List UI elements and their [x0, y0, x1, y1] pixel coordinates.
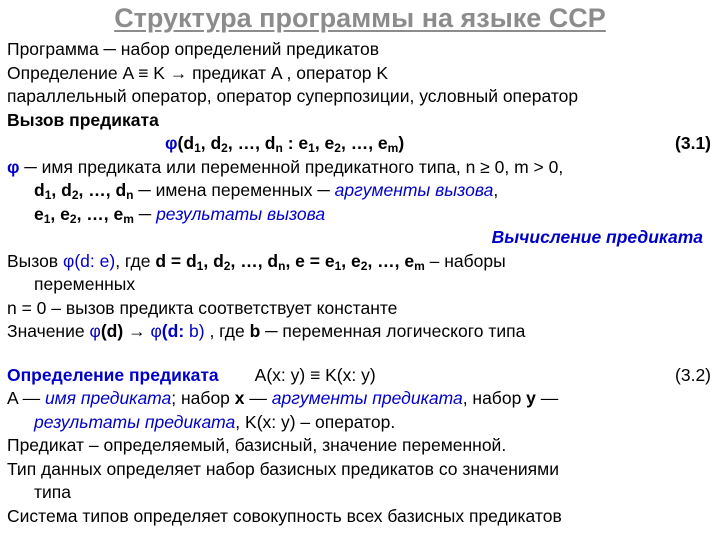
line-call-def: Вызов φ(d: e), где $d = d_1$, $d_2$, …, $d_n$, $e = e_1$, $e_2$, …, $e_m$ – наборы [7, 250, 506, 273]
line-constant: n = 0 – вызов предикта соответствует константе [7, 297, 398, 318]
args-term: аргументы вызова [334, 180, 494, 200]
phi-symbol: φ [150, 321, 162, 341]
line-operators: параллельный оператор, оператор суперпозиции, условный оператор [7, 86, 579, 106]
ge-symbol: ≥ [480, 156, 490, 177]
arrow-symbol: → [128, 321, 146, 341]
equation-number: (3.2) [675, 364, 711, 385]
slide-body [7, 38, 713, 528]
formula-3-1: $\varphi(d_1$, $d_2$, …, $d_n$ : $e_1$, $e_2$, …, $e_m$) (3.1) [165, 133, 711, 155]
line-pred-parts: A — имя предиката; набор x — аргументы предиката, набор y — [7, 388, 559, 408]
phi-symbol: φ [165, 133, 178, 153]
line-results: $e_1$, $e_2$, …, $e_m$ ─ результаты вызова [34, 203, 326, 226]
line-pred-kinds: Предикат – определяемый, базисный, значение переменной. [7, 435, 507, 455]
equiv-symbol: ≡ [138, 62, 149, 83]
line-variables: переменных [34, 274, 136, 294]
line-pred-results: результаты предиката, K(x: y) – оператор. [34, 411, 396, 432]
heading-predicate-eval: Вычисление предиката [491, 227, 703, 247]
pred-def-formula: A(x: y) ≡ K(x: y) [254, 364, 376, 385]
def-desc: предикат A , оператор K [192, 62, 389, 83]
line-program: Программа ─ набор определений предикатов [7, 39, 380, 59]
line-type-word: типа [34, 482, 71, 502]
pred-def-heading: Определение предиката [7, 364, 219, 385]
line-data-type: Тип данных определяет набор базисных предикатов со значениями [7, 458, 559, 479]
equation-number: (3.1) [675, 133, 711, 153]
line-phi-desc: φ ─ имя предиката или переменной предикатного типа, n ≥ 0, m > 0, [7, 156, 564, 177]
phi-symbol: φ [89, 321, 101, 341]
line-type-system: Система типов определяет совокупность всех базисных предикатов [7, 505, 562, 526]
line-args: $d_1$, $d_2$, …, $d_n$ ─ имена переменных ─ аргументы вызова, [34, 180, 499, 202]
line-pred-def [7, 364, 713, 388]
phi-symbol: φ [62, 250, 75, 271]
results-term: результаты вызова [156, 203, 326, 224]
phi-symbol: φ [7, 156, 20, 177]
arrow-symbol: → [169, 62, 188, 83]
heading-predicate-call: Вызов предиката [7, 109, 159, 130]
slide-title: Структура программы на языке CCP [114, 3, 606, 33]
line-definition [7, 62, 713, 86]
def-a: Определение A [7, 62, 134, 83]
spacer [7, 344, 713, 364]
def-k: K [153, 62, 165, 83]
line-value: Значение φ(d) → φ(d: b) , где b ─ переменная логического типа [7, 321, 526, 341]
